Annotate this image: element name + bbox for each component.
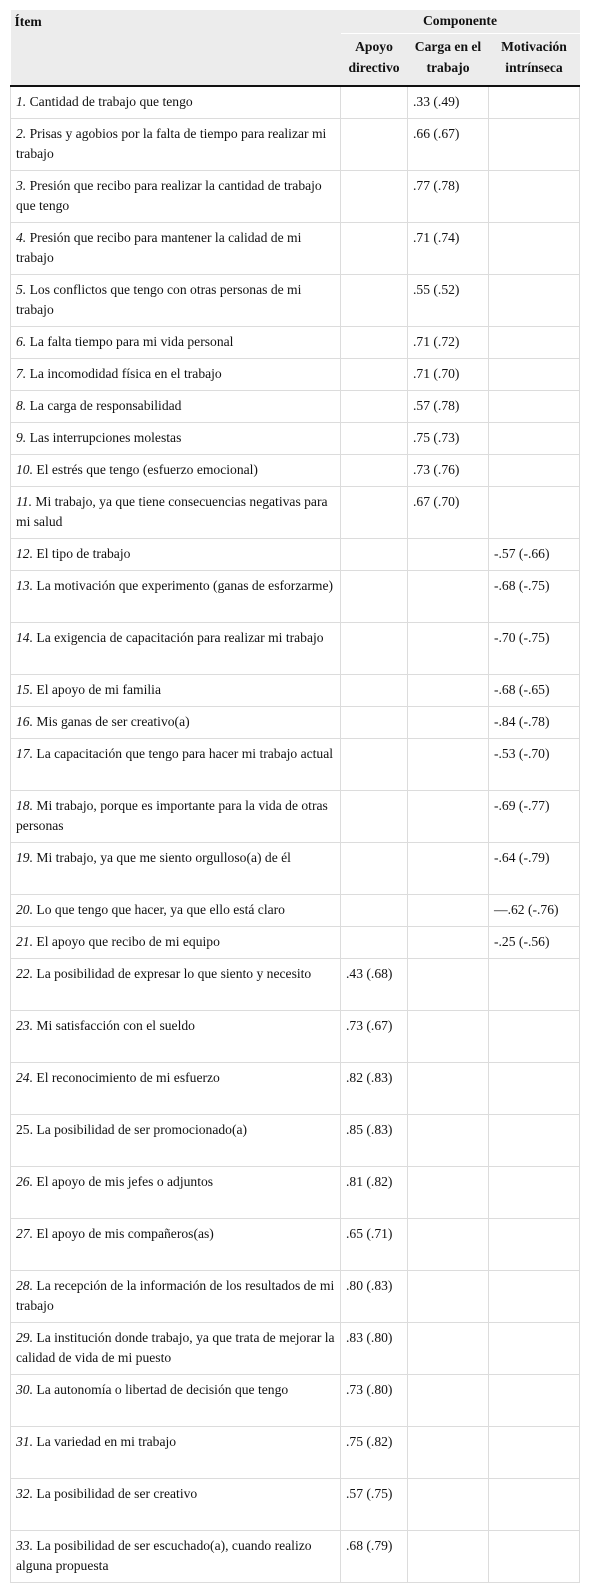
motivacion-intrinseca-cell xyxy=(489,391,580,423)
item-cell xyxy=(11,571,341,623)
carga-trabajo-cell: .67 (.70) xyxy=(408,487,489,539)
item-number: 26. xyxy=(16,1174,33,1189)
table-row xyxy=(11,959,580,1011)
motivacion-intrinseca-cell xyxy=(489,1323,580,1375)
apoyo-directivo-cell xyxy=(341,455,408,487)
item-number: 24. xyxy=(16,1070,33,1085)
item-text: Presión que recibo para mantener la calidad de mi trabajo xyxy=(16,230,302,265)
carga-trabajo-cell: .71 (.72) xyxy=(408,327,489,359)
item-cell xyxy=(11,739,341,791)
table-row xyxy=(11,455,580,487)
motivacion-intrinseca-cell: -.69 (-.77) xyxy=(489,791,580,843)
apoyo-directivo-cell xyxy=(341,86,408,119)
item-cell xyxy=(11,1167,341,1219)
header-componente: Componente xyxy=(341,10,580,34)
item-cell xyxy=(11,1479,341,1531)
item-cell xyxy=(11,119,341,171)
apoyo-directivo-cell xyxy=(341,171,408,223)
table-row xyxy=(11,275,580,327)
item-number: 4. xyxy=(16,230,27,245)
item-text: Lo que tengo que hacer, ya que ello está claro xyxy=(33,902,285,917)
apoyo-directivo-cell xyxy=(341,539,408,571)
apoyo-directivo-cell: .75 (.82) xyxy=(341,1427,408,1479)
item-text: La incomodidad física en el trabajo xyxy=(26,366,222,381)
item-cell xyxy=(11,707,341,739)
item-cell xyxy=(11,86,341,119)
item-cell xyxy=(11,927,341,959)
carga-trabajo-cell xyxy=(408,1323,489,1375)
motivacion-intrinseca-cell: -.64 (-.79) xyxy=(489,843,580,895)
item-cell xyxy=(11,1115,341,1167)
carga-trabajo-cell xyxy=(408,539,489,571)
table-row xyxy=(11,487,580,539)
item-cell xyxy=(11,359,341,391)
table-row xyxy=(11,1427,580,1479)
item-number: 5. xyxy=(16,282,27,297)
item-number: 11. xyxy=(16,494,32,509)
item-text: Mi trabajo, porque es importante para la vida de otras personas xyxy=(16,798,328,833)
apoyo-directivo-cell xyxy=(341,571,408,623)
carga-trabajo-cell xyxy=(408,1271,489,1323)
item-text: La variedad en mi trabajo xyxy=(33,1434,177,1449)
item-number: 16. xyxy=(16,714,33,729)
item-text: Las interrupciones molestas xyxy=(26,430,182,445)
table-row xyxy=(11,675,580,707)
item-text: La autonomía o libertad de decisión que tengo xyxy=(33,1382,289,1397)
apoyo-directivo-cell xyxy=(341,843,408,895)
item-cell xyxy=(11,1011,341,1063)
table-row xyxy=(11,1479,580,1531)
apoyo-directivo-cell xyxy=(341,119,408,171)
apoyo-directivo-cell: .85 (.83) xyxy=(341,1115,408,1167)
item-text: La motivación que experimento (ganas de esforzarme) xyxy=(33,578,334,593)
item-number: 30. xyxy=(16,1382,33,1397)
carga-trabajo-cell xyxy=(408,1427,489,1479)
item-number: 29. xyxy=(16,1330,33,1345)
carga-trabajo-cell xyxy=(408,623,489,675)
item-text: Mi trabajo, ya que me siento orgulloso(a) de él xyxy=(33,850,291,865)
apoyo-directivo-cell: .83 (.80) xyxy=(341,1323,408,1375)
item-number: 21. xyxy=(16,934,33,949)
table-row xyxy=(11,707,580,739)
item-cell xyxy=(11,487,341,539)
item-cell xyxy=(11,423,341,455)
item-number: 7. xyxy=(16,366,27,381)
motivacion-intrinseca-cell xyxy=(489,1115,580,1167)
item-number: 12. xyxy=(16,546,33,561)
header-motivacion-intrinseca: Motivación intrínseca xyxy=(489,34,580,87)
table-row xyxy=(11,1219,580,1271)
apoyo-directivo-cell xyxy=(341,623,408,675)
motivacion-intrinseca-cell xyxy=(489,959,580,1011)
table-row xyxy=(11,623,580,675)
table-row xyxy=(11,1167,580,1219)
item-number: 27. xyxy=(16,1226,33,1241)
item-cell xyxy=(11,791,341,843)
table-row xyxy=(11,739,580,791)
table-row xyxy=(11,327,580,359)
item-text: Presión que recibo para realizar la cantidad de trabajo que tengo xyxy=(16,178,322,213)
motivacion-intrinseca-cell xyxy=(489,1167,580,1219)
motivacion-intrinseca-cell: -.68 (-.65) xyxy=(489,675,580,707)
item-text: La posibilidad de expresar lo que siento y necesito xyxy=(33,966,312,981)
item-number: 1. xyxy=(16,94,27,109)
table-row xyxy=(11,791,580,843)
item-text: El reconocimiento de mi esfuerzo xyxy=(33,1070,220,1085)
motivacion-intrinseca-cell: -.68 (-.75) xyxy=(489,571,580,623)
motivacion-intrinseca-cell xyxy=(489,1063,580,1115)
item-cell xyxy=(11,675,341,707)
motivacion-intrinseca-cell xyxy=(489,423,580,455)
item-text: El apoyo de mis compañeros(as) xyxy=(33,1226,214,1241)
item-number: 31. xyxy=(16,1434,33,1449)
table-row xyxy=(11,171,580,223)
item-text: La posibilidad de ser escuchado(a), cuando realizo alguna propuesta xyxy=(16,1538,312,1573)
carga-trabajo-cell: .55 (.52) xyxy=(408,275,489,327)
header-apoyo-directivo: Apoyo directivo xyxy=(341,34,408,87)
table-row xyxy=(11,1375,580,1427)
table-row xyxy=(11,1323,580,1375)
carga-trabajo-cell: .71 (.74) xyxy=(408,223,489,275)
motivacion-intrinseca-cell xyxy=(489,275,580,327)
item-text: Prisas y agobios por la falta de tiempo para realizar mi trabajo xyxy=(16,126,327,161)
motivacion-intrinseca-cell xyxy=(489,487,580,539)
item-cell xyxy=(11,843,341,895)
item-text: La carga de responsabilidad xyxy=(26,398,182,413)
item-cell xyxy=(11,895,341,927)
apoyo-directivo-cell: .57 (.75) xyxy=(341,1479,408,1531)
item-number: 13. xyxy=(16,578,33,593)
carga-trabajo-cell xyxy=(408,739,489,791)
motivacion-intrinseca-cell xyxy=(489,119,580,171)
carga-trabajo-cell xyxy=(408,1531,489,1583)
item-number: 33. xyxy=(16,1538,33,1553)
carga-trabajo-cell xyxy=(408,1375,489,1427)
table-row xyxy=(11,1271,580,1323)
item-number: 28. xyxy=(16,1278,33,1293)
item-number: 23. xyxy=(16,1018,33,1033)
apoyo-directivo-cell: .73 (.67) xyxy=(341,1011,408,1063)
carga-trabajo-cell xyxy=(408,791,489,843)
table-row xyxy=(11,571,580,623)
table-row xyxy=(11,539,580,571)
motivacion-intrinseca-cell xyxy=(489,86,580,119)
motivacion-intrinseca-cell: -.53 (-.70) xyxy=(489,739,580,791)
item-number: 18. xyxy=(16,798,33,813)
item-text: El estrés que tengo (esfuerzo emocional) xyxy=(33,462,258,477)
motivacion-intrinseca-cell: -.57 (-.66) xyxy=(489,539,580,571)
apoyo-directivo-cell xyxy=(341,707,408,739)
carga-trabajo-cell xyxy=(408,1115,489,1167)
carga-trabajo-cell xyxy=(408,1063,489,1115)
item-text: La capacitación que tengo para hacer mi trabajo actual xyxy=(33,746,334,761)
item-text: La exigencia de capacitación para realizar mi trabajo xyxy=(33,630,324,645)
carga-trabajo-cell: .77 (.78) xyxy=(408,171,489,223)
item-number: 6. xyxy=(16,334,27,349)
table-row xyxy=(11,1011,580,1063)
motivacion-intrinseca-cell xyxy=(489,327,580,359)
carga-trabajo-cell: .75 (.73) xyxy=(408,423,489,455)
table-row xyxy=(11,927,580,959)
motivacion-intrinseca-cell xyxy=(489,1531,580,1583)
table-header xyxy=(11,10,580,86)
motivacion-intrinseca-cell xyxy=(489,1479,580,1531)
factor-table-container xyxy=(10,10,579,1583)
header-item: Ítem xyxy=(11,10,341,86)
table-row xyxy=(11,391,580,423)
apoyo-directivo-cell: .65 (.71) xyxy=(341,1219,408,1271)
item-text: El apoyo que recibo de mi equipo xyxy=(33,934,220,949)
item-cell xyxy=(11,959,341,1011)
item-cell xyxy=(11,327,341,359)
item-text: Los conflictos que tengo con otras personas de mi trabajo xyxy=(16,282,302,317)
table-row xyxy=(11,1115,580,1167)
table-row xyxy=(11,843,580,895)
apoyo-directivo-cell: .73 (.80) xyxy=(341,1375,408,1427)
carga-trabajo-cell: .33 (.49) xyxy=(408,86,489,119)
item-text: El apoyo de mis jefes o adjuntos xyxy=(33,1174,214,1189)
carga-trabajo-cell xyxy=(408,675,489,707)
apoyo-directivo-cell xyxy=(341,791,408,843)
motivacion-intrinseca-cell xyxy=(489,359,580,391)
motivacion-intrinseca-cell: -.25 (-.56) xyxy=(489,927,580,959)
motivacion-intrinseca-cell: -.84 (-.78) xyxy=(489,707,580,739)
apoyo-directivo-cell: .68 (.79) xyxy=(341,1531,408,1583)
carga-trabajo-cell xyxy=(408,1479,489,1531)
item-cell xyxy=(11,539,341,571)
item-number: 15. xyxy=(16,682,33,697)
motivacion-intrinseca-cell xyxy=(489,1427,580,1479)
apoyo-directivo-cell xyxy=(341,391,408,423)
carga-trabajo-cell xyxy=(408,1167,489,1219)
apoyo-directivo-cell: .43 (.68) xyxy=(341,959,408,1011)
item-cell xyxy=(11,391,341,423)
motivacion-intrinseca-cell xyxy=(489,1271,580,1323)
item-number: 3. xyxy=(16,178,27,193)
carga-trabajo-cell xyxy=(408,843,489,895)
item-number: 2. xyxy=(16,126,27,141)
motivacion-intrinseca-cell xyxy=(489,1375,580,1427)
motivacion-intrinseca-cell xyxy=(489,455,580,487)
item-number: 9. xyxy=(16,430,27,445)
carga-trabajo-cell: .71 (.70) xyxy=(408,359,489,391)
item-cell xyxy=(11,1219,341,1271)
item-cell xyxy=(11,455,341,487)
item-text: La falta tiempo para mi vida personal xyxy=(26,334,234,349)
table-row xyxy=(11,895,580,927)
table-row xyxy=(11,1063,580,1115)
item-text: Mi trabajo, ya que tiene consecuencias negativas para mi salud xyxy=(16,494,328,529)
item-number: 14. xyxy=(16,630,33,645)
item-cell xyxy=(11,1531,341,1583)
item-cell xyxy=(11,1271,341,1323)
carga-trabajo-cell xyxy=(408,895,489,927)
apoyo-directivo-cell xyxy=(341,423,408,455)
item-text: Cantidad de trabajo que tengo xyxy=(26,94,193,109)
item-cell xyxy=(11,223,341,275)
item-text: Mi satisfacción con el sueldo xyxy=(33,1018,195,1033)
apoyo-directivo-cell xyxy=(341,739,408,791)
item-text: La institución donde trabajo, ya que trata de mejorar la calidad de vida de mi puesto xyxy=(16,1330,335,1365)
carga-trabajo-cell xyxy=(408,707,489,739)
carga-trabajo-cell xyxy=(408,927,489,959)
item-text: 25. La posibilidad de ser promocionado(a) xyxy=(16,1122,248,1137)
item-cell xyxy=(11,1375,341,1427)
item-cell xyxy=(11,171,341,223)
motivacion-intrinseca-cell: -.70 (-.75) xyxy=(489,623,580,675)
apoyo-directivo-cell: .82 (.83) xyxy=(341,1063,408,1115)
header-carga-trabajo: Carga en el trabajo xyxy=(408,34,489,87)
table-row xyxy=(11,223,580,275)
item-number: 32. xyxy=(16,1486,33,1501)
factor-loadings-table xyxy=(10,10,580,1583)
carga-trabajo-cell xyxy=(408,1011,489,1063)
motivacion-intrinseca-cell xyxy=(489,171,580,223)
apoyo-directivo-cell xyxy=(341,223,408,275)
item-cell xyxy=(11,275,341,327)
item-number: 22. xyxy=(16,966,33,981)
item-number: 17. xyxy=(16,746,33,761)
item-text: El apoyo de mi familia xyxy=(33,682,161,697)
apoyo-directivo-cell xyxy=(341,895,408,927)
table-row xyxy=(11,1531,580,1583)
carga-trabajo-cell xyxy=(408,571,489,623)
apoyo-directivo-cell xyxy=(341,487,408,539)
apoyo-directivo-cell: .81 (.82) xyxy=(341,1167,408,1219)
apoyo-directivo-cell: .80 (.83) xyxy=(341,1271,408,1323)
apoyo-directivo-cell xyxy=(341,675,408,707)
carga-trabajo-cell: .57 (.78) xyxy=(408,391,489,423)
item-number: 20. xyxy=(16,902,33,917)
item-cell xyxy=(11,1063,341,1115)
table-body xyxy=(11,86,580,1583)
item-text: La posibilidad de ser creativo xyxy=(33,1486,198,1501)
table-row xyxy=(11,119,580,171)
item-text: Mis ganas de ser creativo(a) xyxy=(33,714,190,729)
motivacion-intrinseca-cell xyxy=(489,223,580,275)
carga-trabajo-cell: .66 (.67) xyxy=(408,119,489,171)
apoyo-directivo-cell xyxy=(341,359,408,391)
carga-trabajo-cell xyxy=(408,959,489,1011)
table-row xyxy=(11,86,580,119)
item-cell xyxy=(11,1427,341,1479)
apoyo-directivo-cell xyxy=(341,327,408,359)
item-text: La recepción de la información de los resultados de mi trabajo xyxy=(16,1278,335,1313)
table-row xyxy=(11,423,580,455)
apoyo-directivo-cell xyxy=(341,927,408,959)
item-cell xyxy=(11,1323,341,1375)
item-cell xyxy=(11,623,341,675)
carga-trabajo-cell: .73 (.76) xyxy=(408,455,489,487)
item-number: 10. xyxy=(16,462,33,477)
motivacion-intrinseca-cell xyxy=(489,1011,580,1063)
apoyo-directivo-cell xyxy=(341,275,408,327)
motivacion-intrinseca-cell: —.62 (-.76) xyxy=(489,895,580,927)
item-text: El tipo de trabajo xyxy=(33,546,131,561)
item-number: 8. xyxy=(16,398,27,413)
table-row xyxy=(11,359,580,391)
item-number: 19. xyxy=(16,850,33,865)
carga-trabajo-cell xyxy=(408,1219,489,1271)
motivacion-intrinseca-cell xyxy=(489,1219,580,1271)
